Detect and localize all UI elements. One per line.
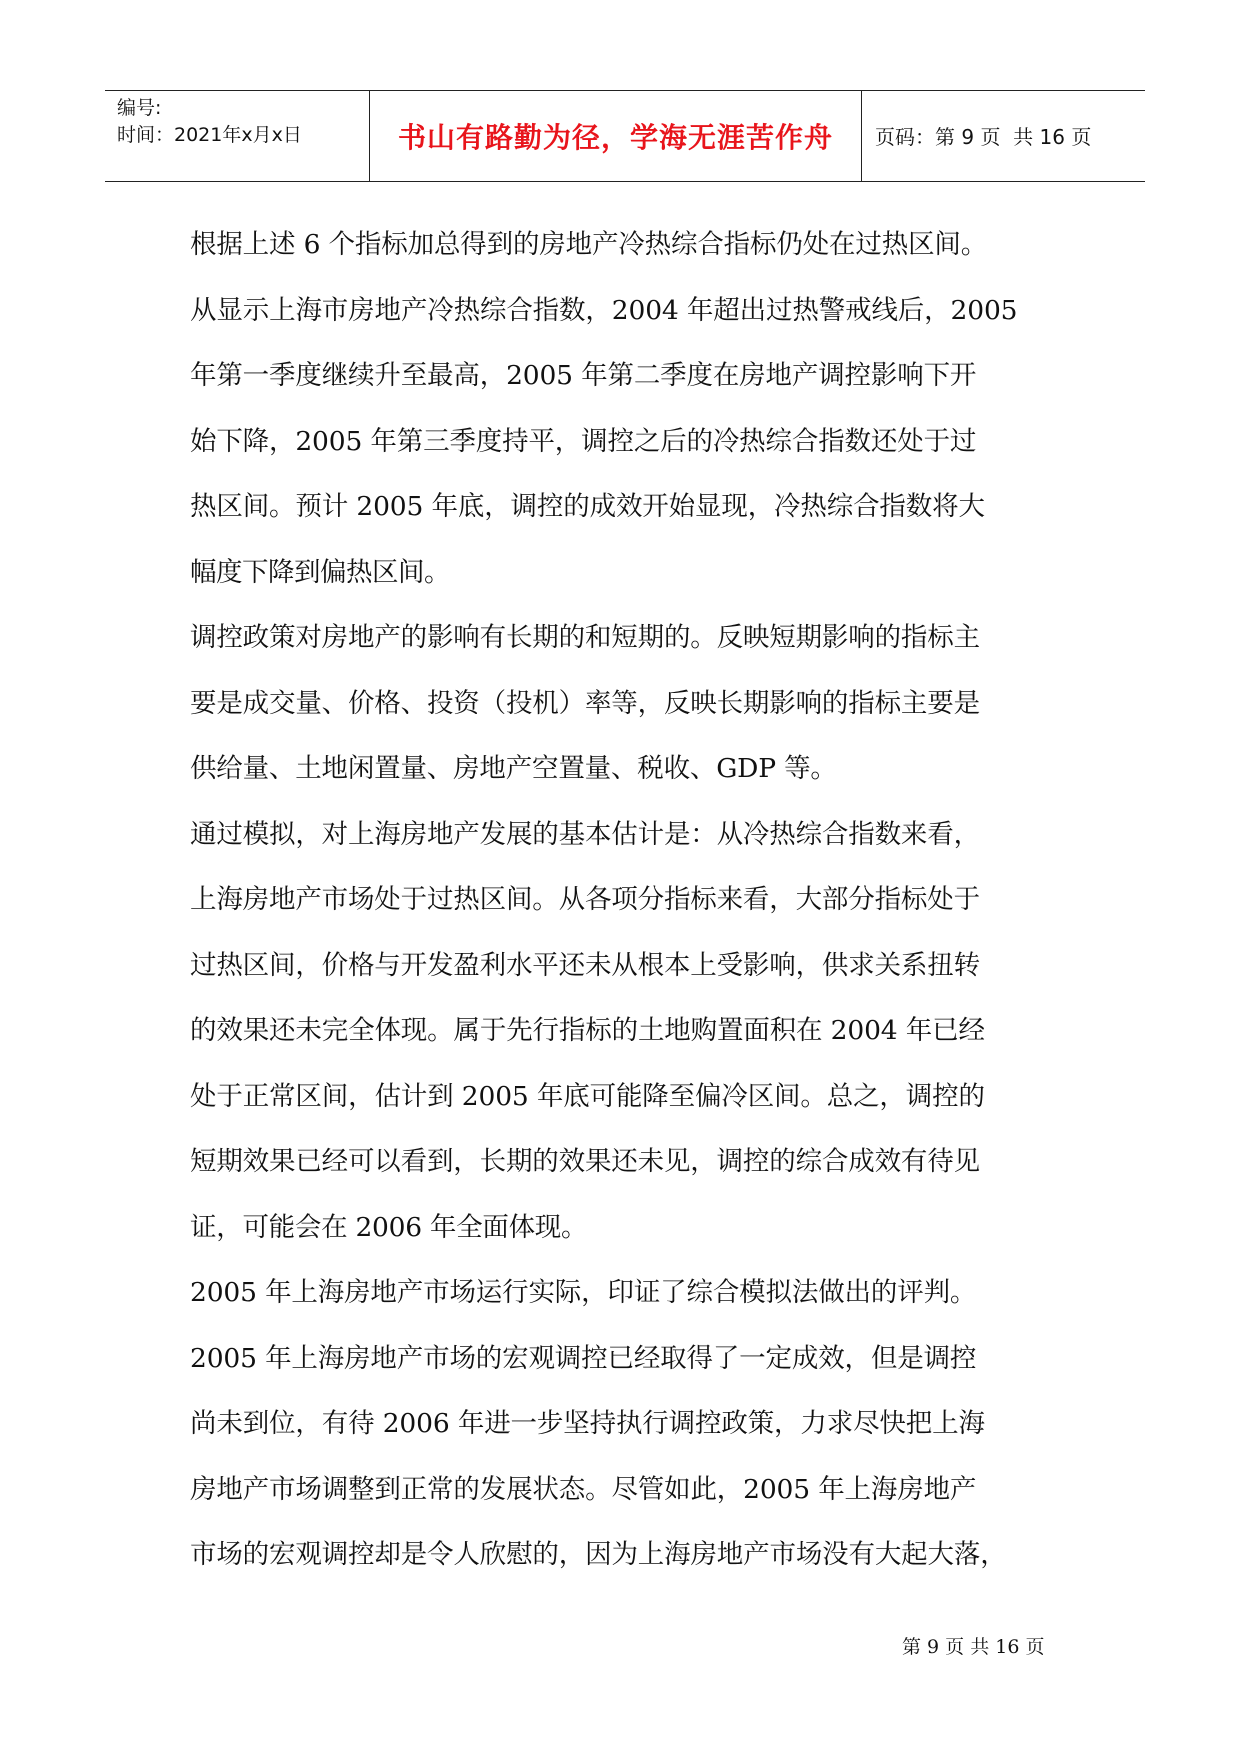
page-header	[105, 90, 1145, 182]
document-body	[190, 212, 1060, 1588]
body-line: 的效果还未完全体现。属于先行指标的土地购置面积在 2004 年已经	[190, 1015, 985, 1046]
body-line: 从显示上海市房地产冷热综合指数，2004 年超出过热警戒线后，2005	[190, 294, 1018, 326]
body-line: 幅度下降到偏热区间。	[190, 556, 450, 588]
body-line: 根据上述 6 个指标加总得到的房地产冷热综合指标仍处在过热区间。	[190, 229, 988, 260]
body-line: 热区间。预计 2005 年底，调控的成效开始显现，冷热综合指数将大	[190, 491, 985, 522]
body-line: 上海房地产市场处于过热区间。从各项分指标来看，大部分指标处于	[190, 884, 980, 915]
serial-label: 编号:	[117, 97, 162, 119]
body-line: 2005 年上海房地产市场的宏观调控已经取得了一定成效，但是调控	[190, 1342, 977, 1374]
body-line: 短期效果已经可以看到，长期的效果还未见，调控的综合成效有待见	[190, 1146, 980, 1177]
header-page-info: 页码：第 9 页 共 16 页	[875, 125, 1092, 149]
header-meta	[117, 95, 357, 149]
page-footer: 第 9 页 共 16 页	[902, 1636, 1045, 1658]
body-line: 尚未到位，有待 2006 年进一步坚持执行调控政策，力求尽快把上海	[190, 1408, 985, 1439]
body-line: 始下降，2005 年第三季度持平，调控之后的冷热综合指数还处于过	[190, 425, 977, 457]
body-line: 供给量、土地闲置量、房地产空置量、税收、GDP 等。	[190, 753, 837, 784]
body-line: 年第一季度继续升至最高，2005 年第二季度在房地产调控影响下开	[190, 360, 977, 391]
date-label: 时间：2021年x月x日	[117, 124, 302, 146]
body-line: 处于正常区间，估计到 2005 年底可能降至偏冷区间。总之，调控的	[190, 1080, 985, 1112]
body-line: 调控政策对房地产的影响有长期的和短期的。反映短期影响的指标主	[190, 622, 980, 653]
body-line: 2005 年上海房地产市场运行实际，印证了综合模拟法做出的评判。	[190, 1277, 977, 1308]
body-line: 通过模拟，对上海房地产发展的基本估计是：从冷热综合指数来看，	[190, 818, 980, 850]
body-line: 证，可能会在 2006 年全面体现。	[190, 1211, 588, 1243]
body-line: 市场的宏观调控却是令人欣慰的，因为上海房地产市场没有大起大落，	[190, 1539, 1007, 1570]
header-divider-right	[861, 91, 862, 181]
body-line: 要是成交量、价格、投资（投机）率等，反映长期影响的指标主要是	[190, 687, 980, 719]
body-line: 过热区间，价格与开发盈利水平还未从根本上受影响，供求关系扭转	[190, 949, 980, 981]
body-line: 房地产市场调整到正常的发展状态。尽管如此，2005 年上海房地产	[190, 1473, 977, 1505]
header-motto: 书山有路勤为径，学海无涯苦作舟	[397, 120, 833, 154]
